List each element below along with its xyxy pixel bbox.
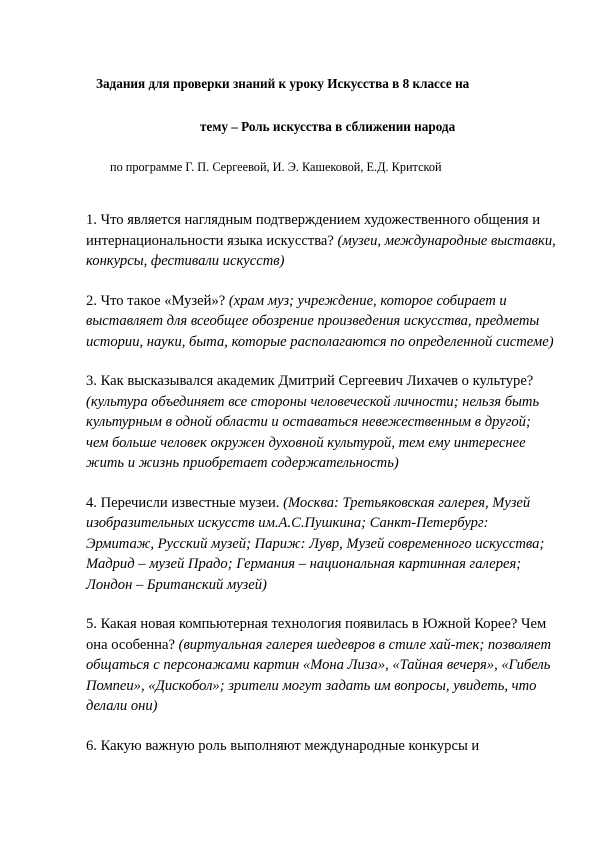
- answer-text: (виртуальная галерея шедевров в стиле хай-тек; позволяет общаться с персонажами картин «Мона Лиза», «Тайная вечеря», «Гибель Помпеи», «Дискобол»; зрители могут задать им вопросы, увидеть, что делали они): [86, 636, 551, 714]
- question-5: [86, 614, 556, 717]
- question-6: [86, 736, 556, 757]
- question-text: 1. Что является наглядным подтверждением художественного общения и интернациональности языка искусства?: [86, 212, 541, 249]
- answer-text: (музеи, международные выставки, конкурсы, фестивали искусств): [86, 232, 556, 269]
- question-text: 2. Что такое «Музей»?: [86, 292, 229, 309]
- title-line-1: Задания для проверки знаний к уроку Искусства в 8 классе на: [96, 76, 470, 91]
- subtitle: по программе Г. П. Сергеевой, И. Э. Кашековой, Е.Д. Критской: [110, 160, 442, 174]
- question-text: 3. Как высказывался академик Дмитрий Сергеевич Лихачев о культуре?: [86, 373, 534, 389]
- answer-text: (культура объединяет все стороны человеческой личности; нельзя быть культурным в одной области и оставаться невежественным в другой; чем больше человек окружен духовной культурой, тем ему интереснее жить и жизнь приобретает содержательность): [86, 393, 540, 471]
- question-3: [86, 371, 556, 474]
- answer-text: (храм муз; учреждение, которое собирает и выставляет для всеобщее обозрение произведения искусства, предметы истории, науки, быта, которые располагаются по определенной системе): [86, 292, 554, 350]
- answer-text: (Москва: Третьяковская галерея, Музей изобразительных искусств им.А.С.Пушкина; Санкт-Петербург: Эрмитаж, Русский музей; Париж: Лувр, Музей современного искусства; Мадрид – музей Прадо; Германия – национальная картинная галерея; Лондон – Британский музей): [86, 494, 545, 593]
- question-text: 5. Какая новая компьютерная технология появилась в Южной Корее? Чем она особенна?: [86, 616, 547, 653]
- title-line-2: тему – Роль искусства в сближении народа: [200, 119, 456, 134]
- question-4: [86, 493, 556, 596]
- question-text: 6. Какую важную роль выполняют международные конкурсы и: [86, 737, 480, 754]
- question-2: [86, 291, 556, 353]
- questions-list: [86, 210, 556, 756]
- question-1: [86, 210, 556, 272]
- question-text: 4. Перечисли известные музеи.: [86, 494, 284, 511]
